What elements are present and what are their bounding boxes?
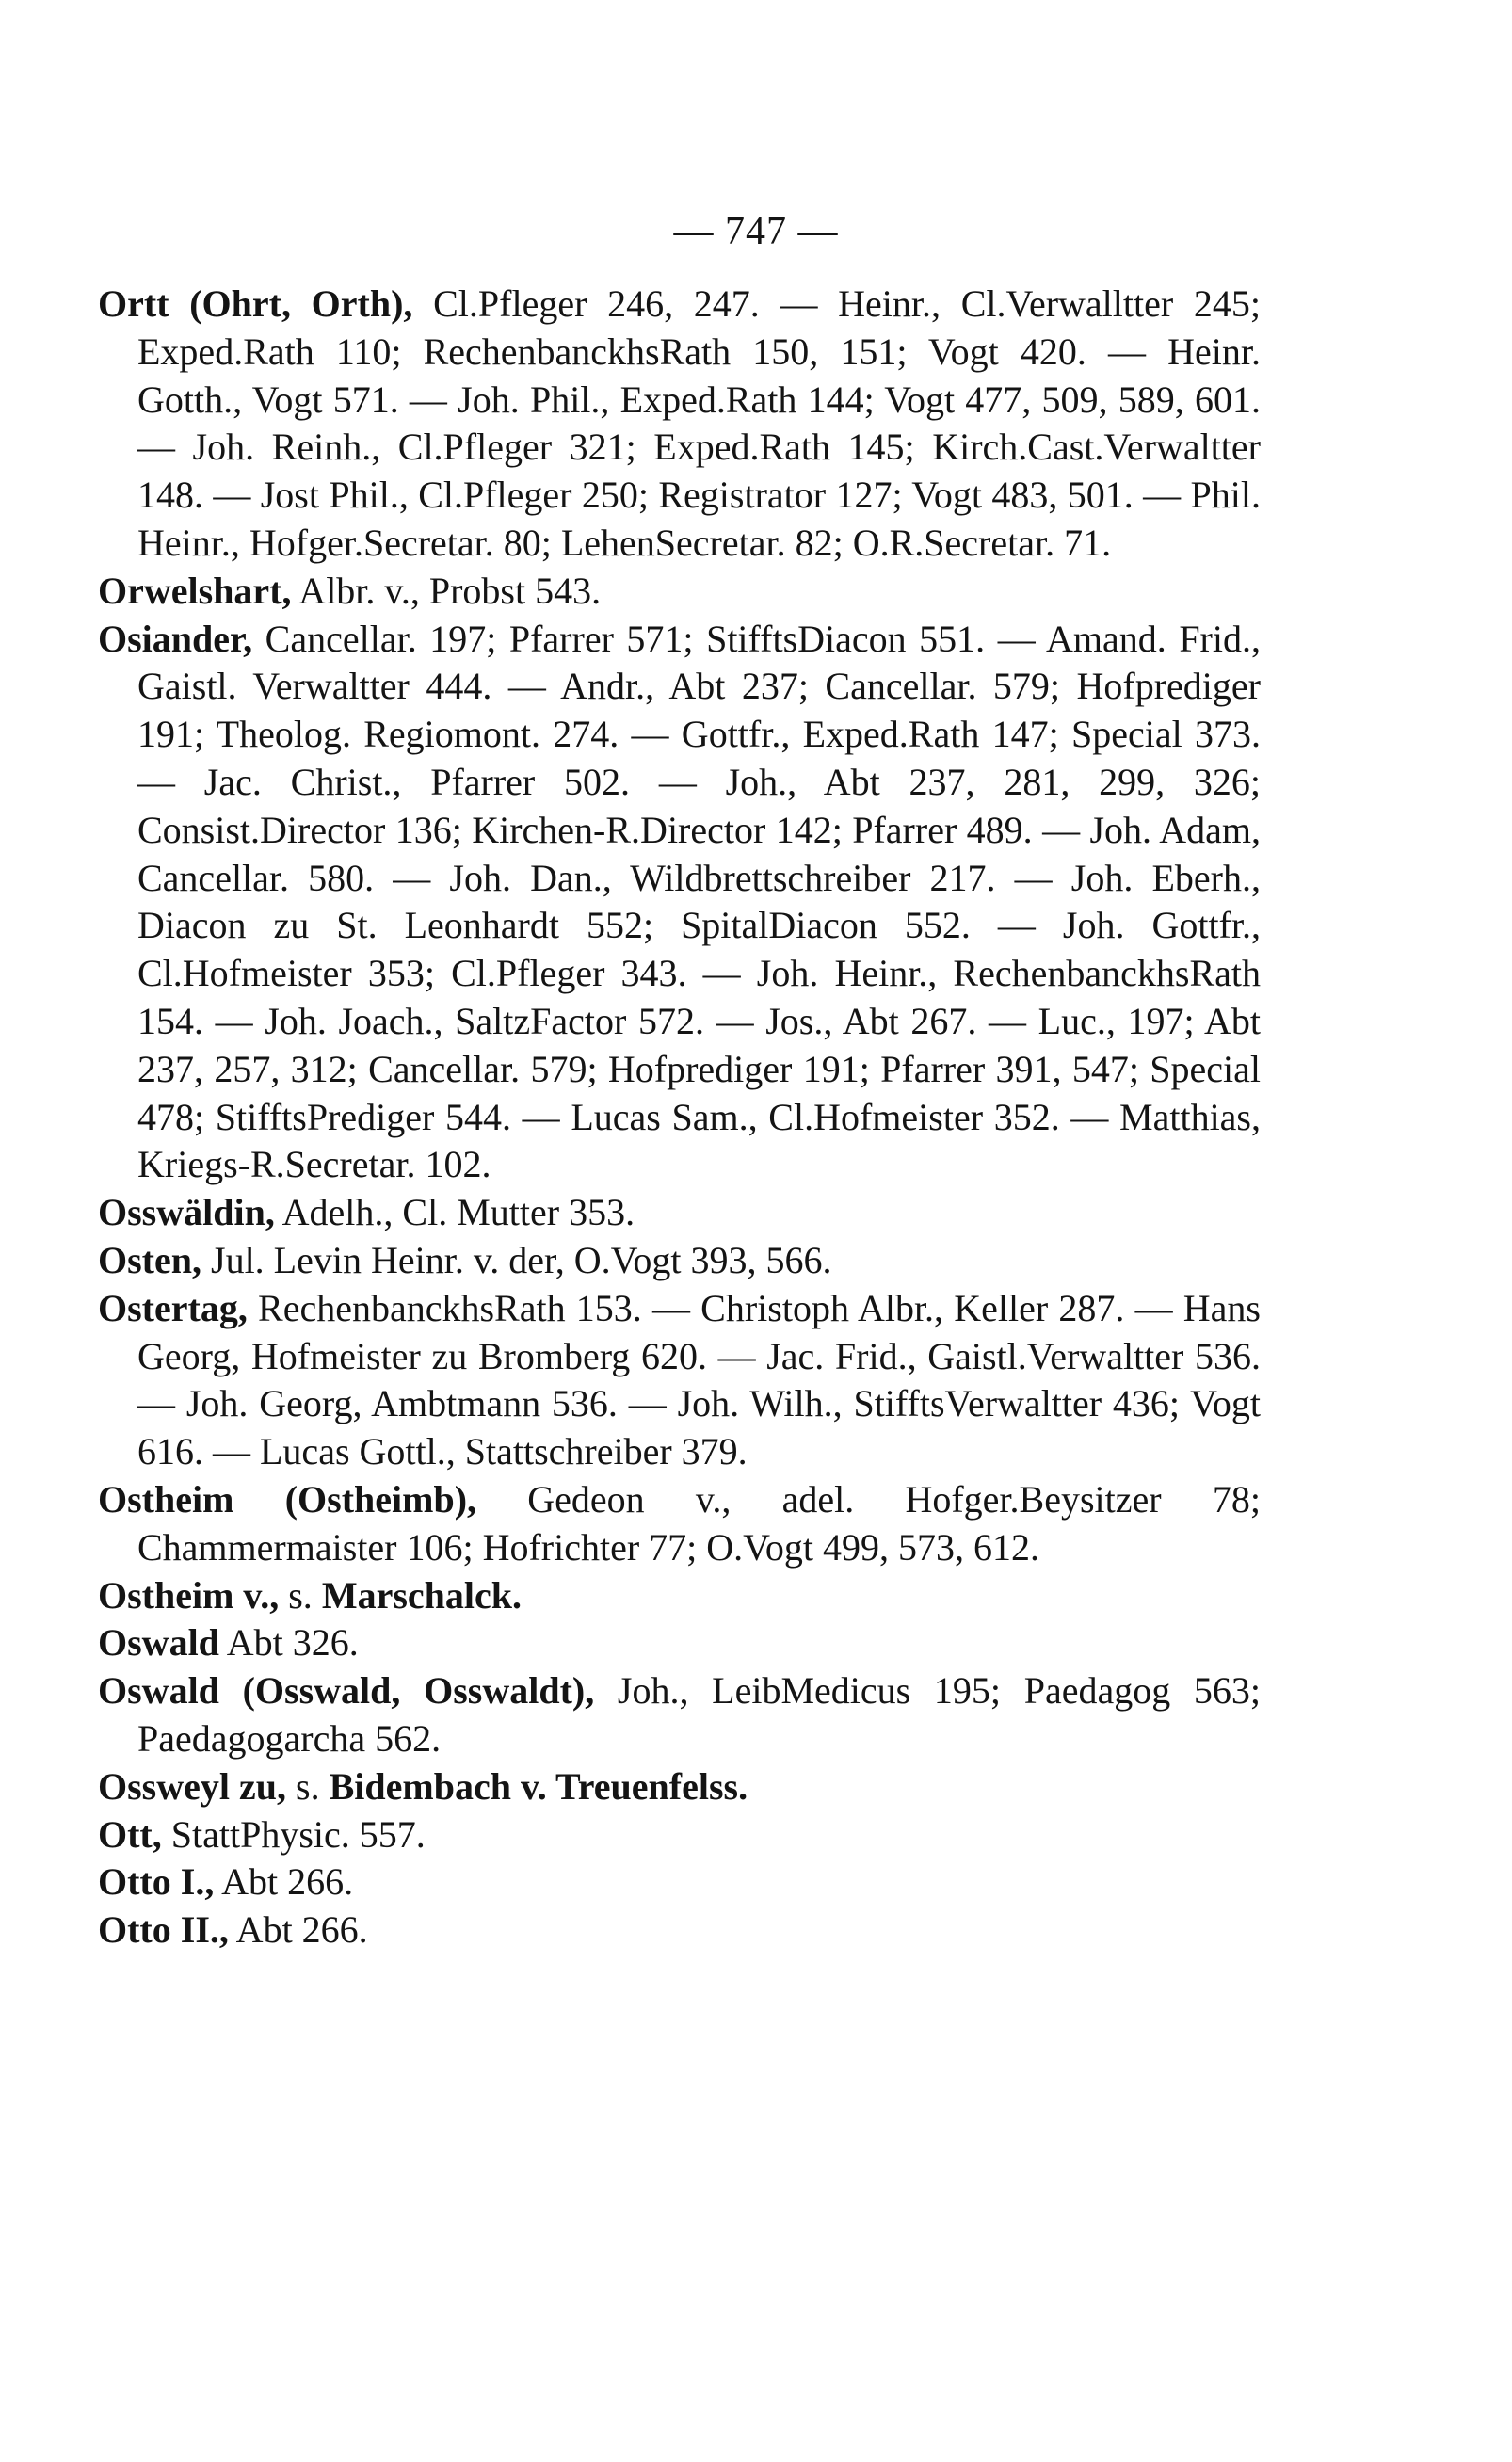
entry-headword: Ossweyl zu, (98, 1764, 286, 1808)
entry-osswaeldin (98, 1189, 1261, 1237)
entry-headword: Osten, (98, 1238, 201, 1281)
entry-text: Abt 326. (218, 1621, 359, 1665)
entry-text: s. (279, 1573, 322, 1617)
page-number: — 747 — (673, 210, 839, 253)
register-entries (98, 281, 1261, 1955)
entry-text: Gedeon v., adel. Hofger.Beysitzer 78; Chammermaister 106; Hofrichter 77; O.Vogt 499, 573, 612. (137, 1477, 1261, 1569)
entry-otto-ii (98, 1907, 1261, 1955)
entry-text: RechenbanckhsRath 153. — Christoph Albr., Keller 287. — Hans Georg, Hofmeister zu Bromberg 620. — Jac. Frid., Gaistl.Verwaltter 536. — Joh. Georg, Ambtmann 536. — Joh. Wilh., StifftsVerwaltter 436; Vogt 616. — Lucas Gottl., Stattschreiber 379. (137, 1286, 1261, 1473)
entry-ott (98, 1811, 1261, 1859)
entry-ostertag (98, 1285, 1261, 1476)
entry-text: Jul. Levin Heinr. v. der, O.Vogt 393, 566. (201, 1238, 832, 1281)
entry-headword: Ostertag, (98, 1286, 248, 1329)
entry-text: Joh., LeibMedicus 195; Paedagog 563; Paedagogarcha 562. (137, 1669, 1261, 1760)
entry-text: Abt 266. (214, 1860, 354, 1904)
entry-oswald-osswald (98, 1667, 1261, 1763)
entry-ostheim (98, 1476, 1261, 1572)
entry-headword: Ostheim (Ostheimb), (98, 1477, 477, 1521)
entry-headword: Otto II., (98, 1908, 229, 1952)
entry-headword: Ostheim v., (98, 1573, 280, 1617)
entry-otto-i (98, 1859, 1261, 1907)
entry-headword: Otto I., (98, 1860, 215, 1904)
entry-text: s. (286, 1764, 330, 1808)
entry-headword: Osswäldin, (98, 1191, 275, 1234)
entry-text: Adelh., Cl. Mutter 353. (274, 1191, 635, 1234)
entry-headword: Ott, (98, 1812, 162, 1856)
entry-headword: Osiander, (98, 617, 253, 660)
entry-text: Abt 266. (228, 1908, 368, 1952)
entry-text: Cancellar. 197; Pfarrer 571; StifftsDiacon 551. — Amand. Frid., Gaistl. Verwaltter 444. — Andr., Abt 237; Cancellar. 579; Hofprediger 191; Theolog. Regiomont. 274. — Gottfr., Exped.Rath 147; Special 373. — Jac. Christ., Pfarrer 502. — Joh., Abt 237, 281, 299, 326; Consist.Director 136; Kirchen-R.Director 142; Pfarrer 489. — Joh. Adam, Cancellar. 580. — Joh. Dan., Wildbrettschreiber 217. — Joh. Eberh., Diacon zu St. Leonhardt 552; SpitalDiacon 552. — Joh. Gottfr., Cl.Hofmeister 353; Cl.Pfleger 343. — Joh. Heinr., RechenbanckhsRath 154. — Joh. Joach., SaltzFactor 572. — Jos., Abt 267. — Luc., 197; Abt 237, 257, 312; Cancellar. 579; Hofprediger 191; Pfarrer 391, 547; Special 478; StifftsPrediger 544. — Lucas Sam., Cl.Hofmeister 352. — Matthias, Kriegs-R.Secretar. 102. (137, 617, 1261, 1186)
entry-oswald (98, 1619, 1261, 1667)
cross-reference: Bidembach v. Treuenfelss. (329, 1764, 748, 1808)
entry-osiander (98, 616, 1261, 1190)
entry-headword: Orwelshart, (98, 569, 292, 612)
entry-ossweyl-ref (98, 1763, 1261, 1811)
cross-reference: Marschalck. (321, 1573, 522, 1617)
entry-headword: Oswald (98, 1621, 219, 1665)
entry-text: Cl.Pfleger 246, 247. — Heinr., Cl.Verwalltter 245; Exped.Rath 110; RechenbanckhsRath 150, 151; Vogt 420. — Heinr. Gotth., Vogt 571. — Joh. Phil., Exped.Rath 144; Vogt 477, 509, 589, 601. — Joh. Reinh., Cl.Pfleger 321; Exped.Rath 145; Kirch.Cast.Verwaltter 148. — Jost Phil., Cl.Pfleger 250; Registrator 127; Vogt 483, 501. — Phil. Heinr., Hofger.Secretar. 80; LehenSecretar. 82; O.R.Secretar. 71. (137, 282, 1262, 564)
entry-headword: Ortt (Ohrt, Orth), (98, 282, 413, 325)
entry-orwelshart (98, 568, 1261, 616)
entry-headword: Oswald (Osswald, Osswaldt), (98, 1669, 595, 1713)
entry-text: StattPhysic. 557. (161, 1812, 426, 1856)
entry-text: Albr. v., Probst 543. (291, 569, 602, 612)
entry-ostheim-ref (98, 1572, 1261, 1620)
entry-ortt (98, 281, 1261, 568)
entry-osten (98, 1237, 1261, 1285)
